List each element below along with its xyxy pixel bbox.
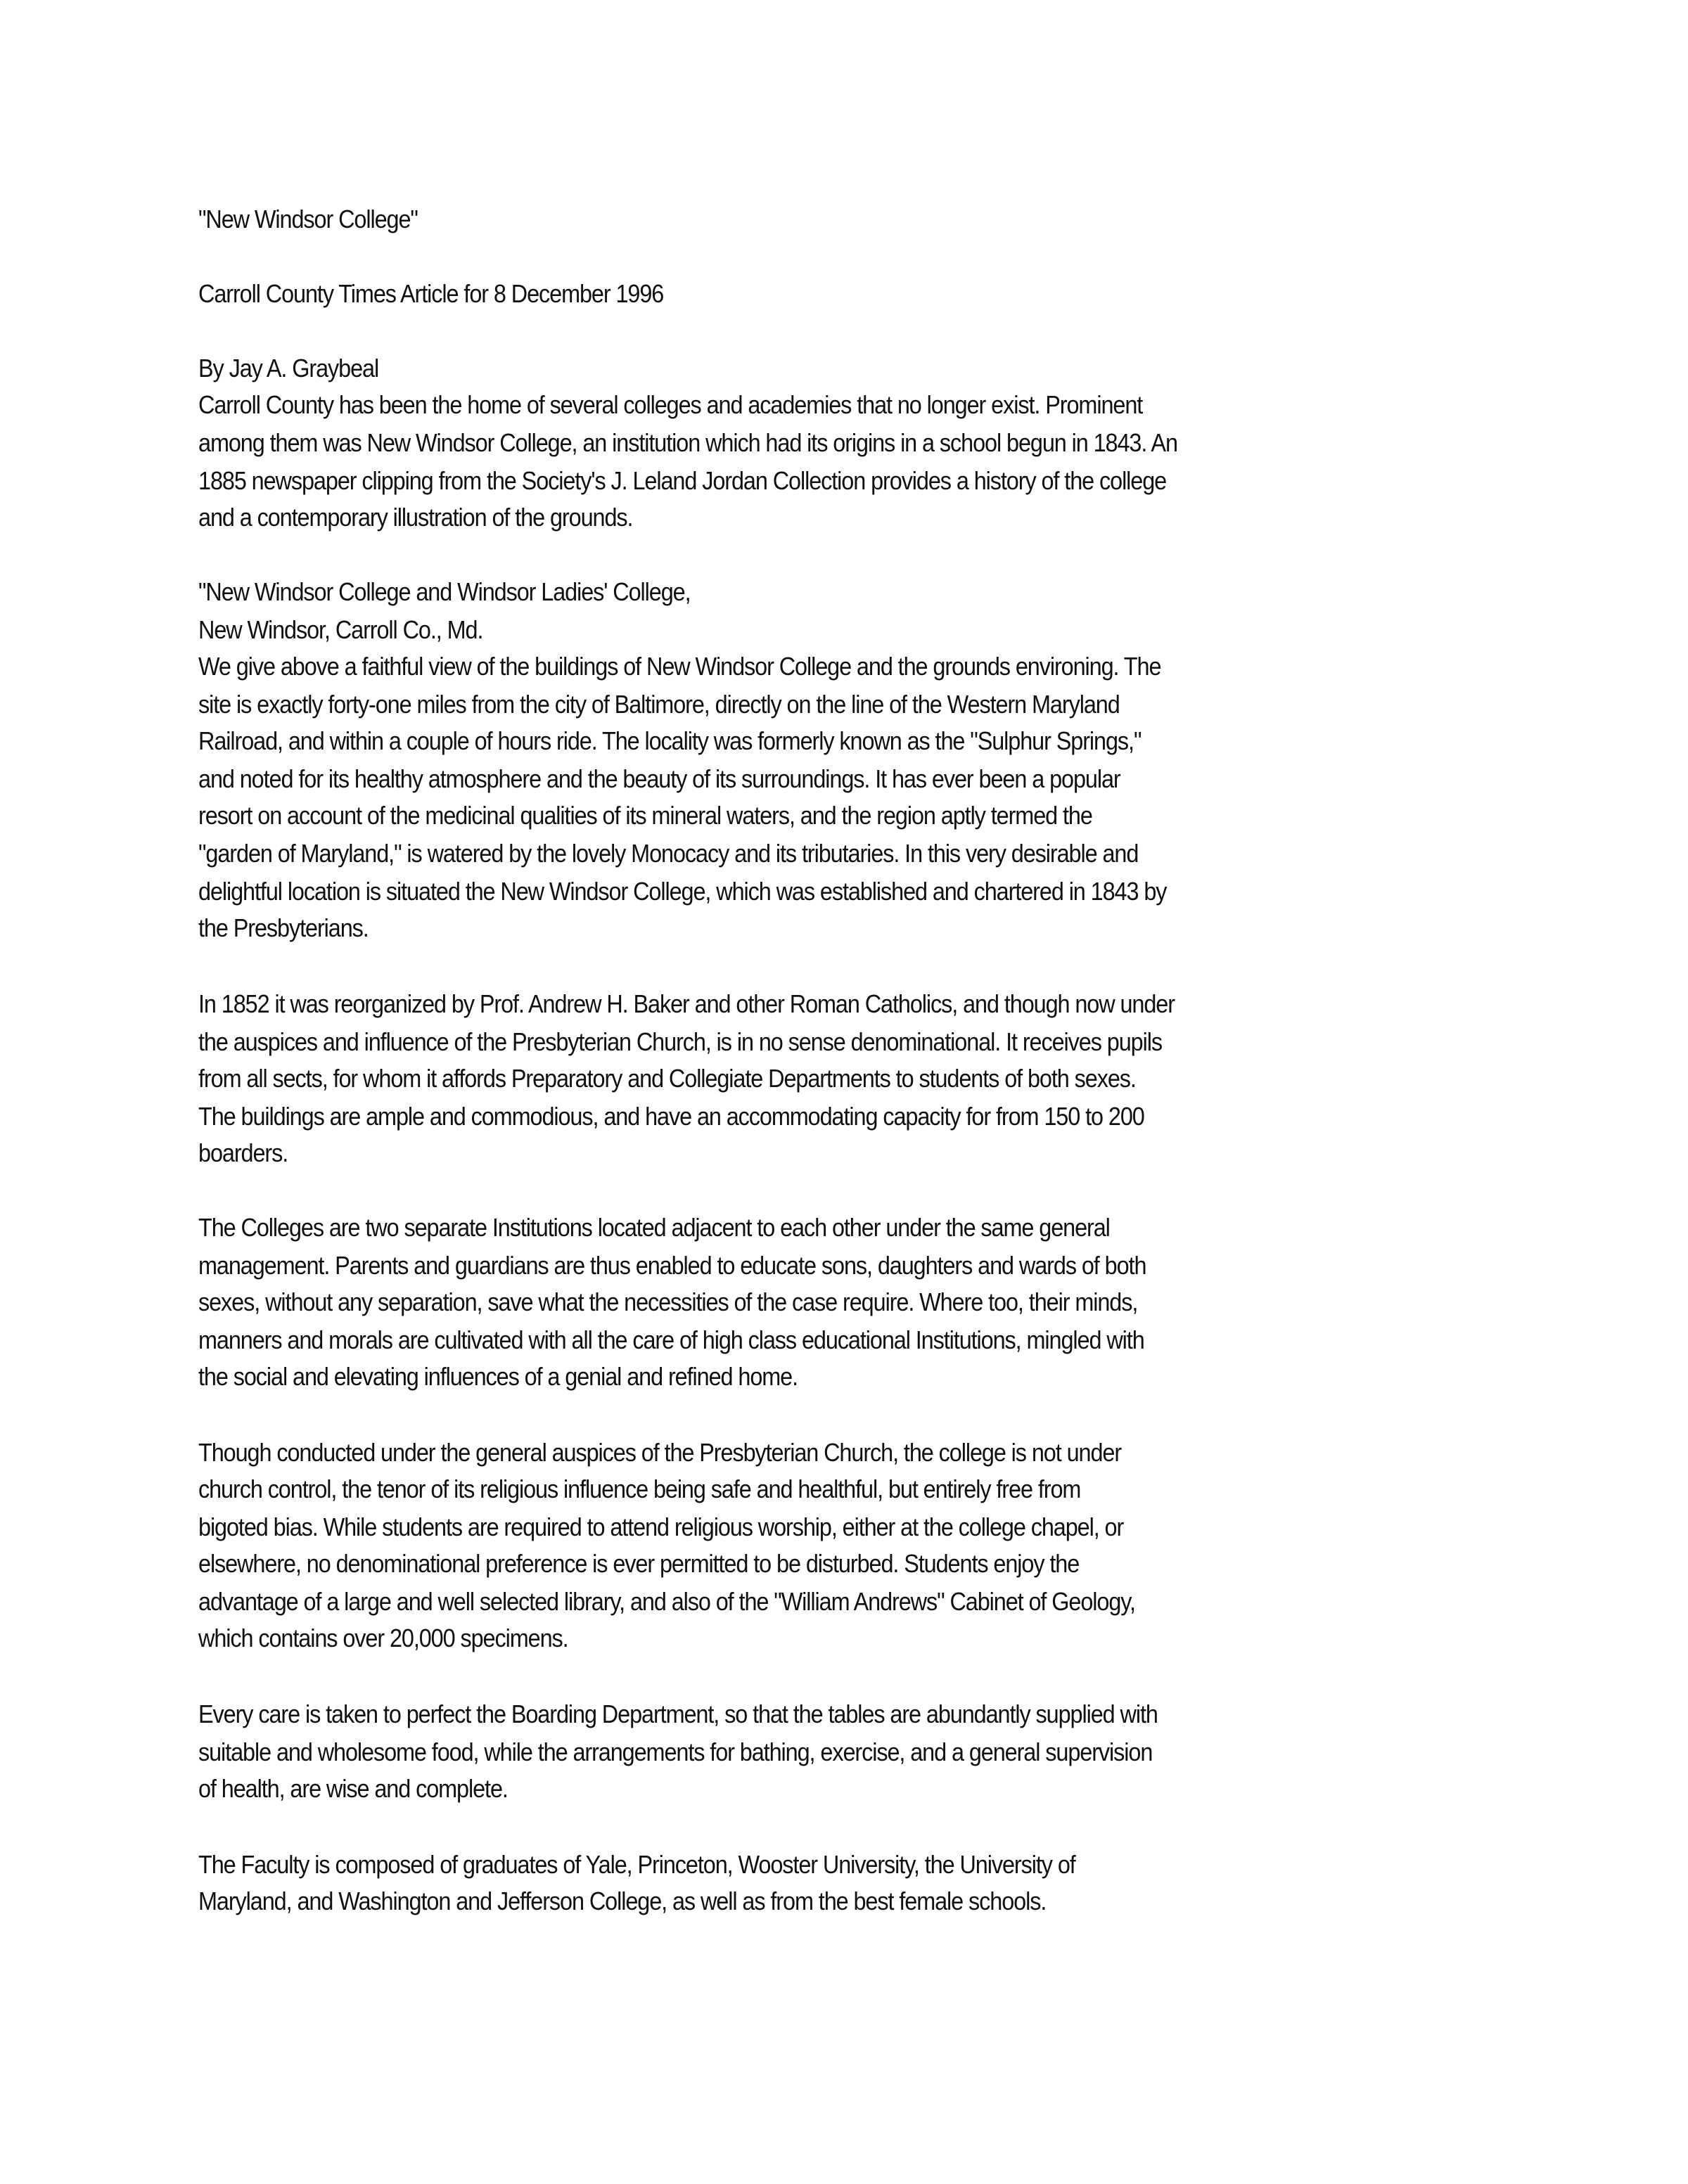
text-line: the social and elevating influences of a genial and refined home. xyxy=(198,1362,798,1391)
clipping-heading: "New Windsor College and Windsor Ladies' College, xyxy=(198,577,691,606)
text-line: bigoted bias. While students are required to attend religious worship, either at the college chapel, or xyxy=(198,1512,1124,1541)
text-line: Carroll County has been the home of several colleges and academies that no longer exist. Prominent xyxy=(198,390,1143,419)
text-line: Maryland, and Washington and Jefferson College, as well as from the best female schools. xyxy=(198,1887,1047,1915)
text-line: the auspices and influence of the Presbyterian Church, is in no sense denominational. It receives pupils xyxy=(198,1027,1162,1056)
text-line: delightful location is situated the New Windsor College, which was established and chartered in 1843 by xyxy=(198,877,1167,906)
text-line: In 1852 it was reorganized by Prof. Andrew H. Baker and other Roman Catholics, and though now under xyxy=(198,989,1175,1018)
text-line: and a contemporary illustration of the grounds. xyxy=(198,503,633,532)
text-line: The Faculty is composed of graduates of Yale, Princeton, Wooster University, the University of xyxy=(198,1850,1075,1879)
text-line: of health, are wise and complete. xyxy=(198,1774,508,1803)
document-title: "New Windsor College" xyxy=(198,205,418,233)
text-line: "garden of Maryland," is watered by the lovely Monocacy and its tributaries. In this very desirable and xyxy=(198,839,1139,868)
text-line: management. Parents and guardians are thus enabled to educate sons, daughters and wards of both xyxy=(198,1251,1146,1280)
text-line: the Presbyterians. xyxy=(198,913,369,942)
text-line: The buildings are ample and commodious, and have an accommodating capacity for from 150 to 200 xyxy=(198,1102,1144,1131)
text-line: sexes, without any separation, save what the necessities of the case require. Where too, their minds, xyxy=(198,1287,1138,1316)
text-line: which contains over 20,000 specimens. xyxy=(198,1624,568,1652)
text-line: among them was New Windsor College, an institution which had its origins in a school begun in 1843. An xyxy=(198,428,1177,457)
text-line: Every care is taken to perfect the Boarding Department, so that the tables are abundantly supplied with xyxy=(198,1700,1158,1728)
text-line: manners and morals are cultivated with all the care of high class educational Institutions, mingled with xyxy=(198,1325,1144,1354)
byline: By Jay A. Graybeal xyxy=(198,354,379,383)
text-line: church control, the tenor of its religious influence being safe and healthful, but entirely free from xyxy=(198,1475,1081,1503)
text-line: Though conducted under the general auspices of the Presbyterian Church, the college is not under xyxy=(198,1438,1122,1467)
text-line: Railroad, and within a couple of hours ride. The locality was formerly known as the "Sulphur Springs," xyxy=(198,726,1142,755)
document-subtitle: Carroll County Times Article for 8 December 1996 xyxy=(198,279,664,308)
text-line: and noted for its healthy atmosphere and the beauty of its surroundings. It has ever been a popular xyxy=(198,764,1120,793)
clipping-location: New Windsor, Carroll Co., Md. xyxy=(198,615,483,644)
text-line: site is exactly forty-one miles from the city of Baltimore, directly on the line of the Western Maryland xyxy=(198,690,1120,719)
text-line: from all sects, for whom it affords Preparatory and Collegiate Departments to students of both sexes. xyxy=(198,1064,1136,1093)
text-line: We give above a faithful view of the buildings of New Windsor College and the grounds environing. The xyxy=(198,652,1161,681)
text-line: elsewhere, no denominational preference is ever permitted to be disturbed. Students enjoy the xyxy=(198,1549,1080,1578)
text-line: advantage of a large and well selected library, and also of the "William Andrews" Cabinet of Geology, xyxy=(198,1587,1135,1616)
text-line: The Colleges are two separate Institutions located adjacent to each other under the same general xyxy=(198,1213,1110,1242)
text-line: 1885 newspaper clipping from the Society's J. Leland Jordan Collection provides a history of the college xyxy=(198,466,1167,495)
text-line: resort on account of the medicinal qualities of its mineral waters, and the region aptly termed the xyxy=(198,801,1092,830)
text-line: suitable and wholesome food, while the arrangements for bathing, exercise, and a general supervision xyxy=(198,1737,1153,1766)
text-line: boarders. xyxy=(198,1138,288,1167)
